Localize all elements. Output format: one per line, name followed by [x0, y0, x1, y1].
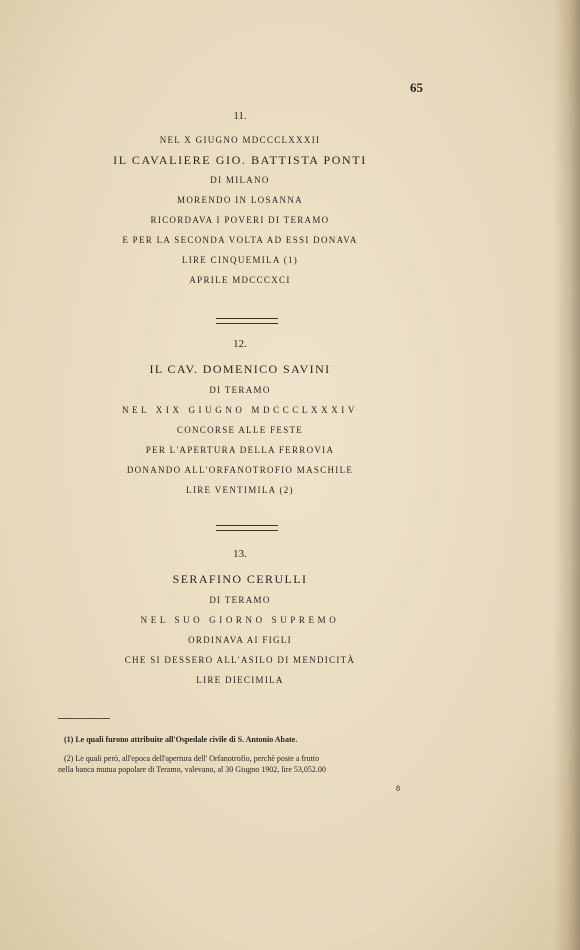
inscription-number: 11. — [233, 110, 247, 122]
inscription-line: IL CAV. DOMENICO SAVINI — [149, 362, 331, 376]
inscription-line: NEL SUO GIORNO SUPREMO — [140, 615, 340, 625]
inscription-line: PER L'APERTURA DELLA FERROVIA — [145, 445, 335, 455]
page-number: 65 — [410, 80, 423, 95]
inscription-line: DI TERAMO — [209, 595, 271, 605]
footnote-1: (1) Le quali furono attribuite all'Ospedale civile di S. Antonio Abate. — [64, 735, 298, 744]
inscription-12 — [110, 336, 370, 500]
footnote-divider — [58, 718, 110, 719]
inscription-line: DI MILANO — [210, 175, 270, 185]
inscription-line: RICORDAVA I POVERI DI TERAMO — [150, 215, 330, 225]
inscription-line: LIRE CINQUEMILA (1) — [181, 255, 299, 265]
section-divider — [216, 318, 278, 324]
inscription-line: SERAFINO CERULLI — [172, 572, 308, 586]
inscription-line: APRILE MDCCCXCI — [189, 275, 291, 285]
inscription-line: DI TERAMO — [209, 385, 271, 395]
inscription-line: CHE SI DESSERO ALL'ASILO DI MENDICITÀ — [124, 655, 356, 665]
inscription-11 — [110, 108, 370, 290]
inscription-line: ORDINAVA AI FIGLI — [188, 635, 292, 645]
inscription-line: NEL XIX GIUGNO MDCCCLXXXIV — [121, 405, 358, 415]
inscription-line: IL CAVALIERE GIO. BATTISTA PONTI — [113, 153, 367, 167]
footnotes — [58, 734, 436, 775]
signature-mark: 8 — [396, 784, 400, 793]
inscription-13 — [110, 546, 370, 690]
inscription-line: LIRE DIECIMILA — [196, 675, 284, 685]
inscription-line: NEL X GIUGNO MDCCCLXXXII — [159, 135, 321, 145]
inscription-line: DONANDO ALL'ORFANOTROFIO MASCHILE — [126, 465, 354, 475]
inscription-line: E PER LA SECONDA VOLTA AD ESSI DONAVA — [122, 235, 358, 245]
inscription-number: 13. — [233, 548, 247, 560]
footnote-2-line-2: nella banca mutua popolare di Teramo, valevano, al 30 Giugno 1902, lire 53,052.00 — [58, 765, 326, 774]
inscription-line: CONCORSE ALLE FESTE — [176, 425, 304, 435]
footnote-2-line-1: (2) Le quali però, all'epoca dell'apertura dell' Orfanotrofio, perchè poste a frutto — [64, 754, 320, 763]
inscription-line: MORENDO IN LOSANNA — [177, 195, 303, 205]
inscription-line: LIRE VENTIMILA (2) — [186, 485, 294, 495]
inscription-number: 12. — [233, 338, 247, 350]
page-edge-shadow — [554, 0, 580, 950]
section-divider — [216, 525, 278, 531]
